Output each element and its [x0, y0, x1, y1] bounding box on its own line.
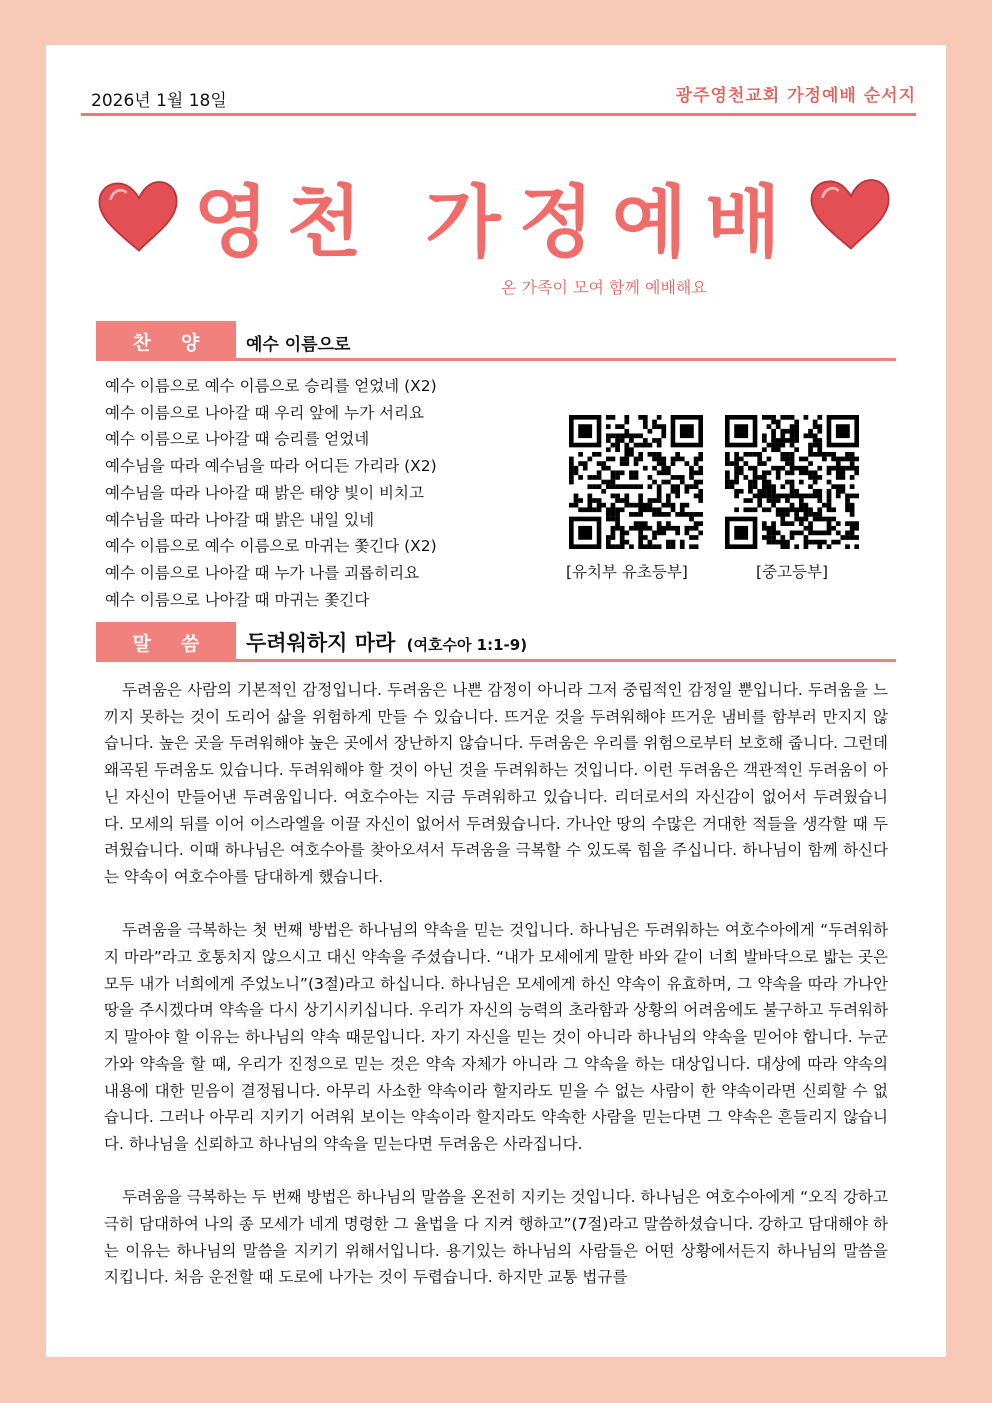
sermon-heading — [246, 627, 527, 657]
lyric-line: 예수 이름으로 나아갈 때 마귀는 쫓긴다 — [105, 590, 370, 609]
sermon-paragraph: 두려움을 극복하는 두 번째 방법은 하나님의 말씀을 온전히 지키는 것입니다. 하나님은 여호수아에게 “오직 강하고 극히 담대하여 나의 종 모세가 네게 명령한 그 율법을 다 지켜 행하고”(7절)라고 말씀하셨습니다. 강하고 담대해야 하는 이유는 하나님의 말씀을 지키기 위해서입니다. 용기있는 하나님의 사람들은 어떤 상황에서든지 하나님의 말씀을 지킵니다. 처음 운전할 때 도로에 나가는 것이 두렵습니다. 하지만 교통 법규를 — [104, 1188, 888, 1287]
lyrics — [105, 373, 437, 613]
section-divider — [96, 659, 896, 662]
lyric-line: 예수님을 따라 나아갈 때 밝은 내일 있네 — [105, 510, 375, 529]
scripture-reference: (여호수아 1:1-9) — [406, 636, 528, 654]
qr-code-youth[interactable] — [725, 415, 859, 549]
qr-label-kids: [유치부 유초등부] — [566, 563, 688, 581]
praise-tag: 찬양 — [96, 321, 236, 361]
worship-sheet — [46, 45, 946, 1357]
sermon-paragraph: 두려움을 극복하는 첫 번째 방법은 하나님의 약속을 믿는 것입니다. 하나님은 두려워하는 여호수아에게 “두려워하지 마라”라고 호통치지 않으시고 대신 약속을 주셨습니다. “내가 모세에게 말한 바와 같이 너희 발바닥으로 밟는 곳은 모두 내가 너희에게 주었노니”(3절)라고 하십니다. 하나님은 모세에게 하신 약속이 유효하며, 그 약속을 따라 가나안 땅을 주시겠다며 약속을 다시 상기시키십니다. 우리가 자신의 능력의 초라함과 상황의 어려움에도 불구하고 두려워하지 말아야 할 이유는 하나님의 약속 때문입니다. 자기 자신을 믿는 것이 아니라 하나님의 약속을 믿어야 합니다. 누군가와 약속을 할 때, 우리가 진정으로 믿는 것은 약속 자체가 아니라 그 약속을 하는 대상입니다. 대상에 따라 약속의 내용에 대한 믿음이 결정됩니다. 아무리 사소한 약속이라 할지라도 믿을 수 없는 사람이 한 약속이라면 신뢰할 수 없습니다. 그러나 아무리 지키기 어려워 보이는 약속이라 할지라도 약속한 사람을 믿는다면 그 약속은 흔들리지 않습니다. 하나님을 신뢰하고 하나님의 약속을 믿는다면 두려움은 사라집니다. — [104, 921, 888, 1153]
word-section-header — [96, 622, 896, 662]
header-divider — [81, 113, 916, 116]
lyric-line: 예수님을 따라 나아갈 때 밝은 태양 빛이 비치고 — [105, 483, 424, 502]
lyric-line: 예수 이름으로 예수 이름으로 마귀는 쫓긴다 (X2) — [105, 537, 437, 556]
qr-label-youth: [중고등부] — [756, 563, 828, 581]
lyric-line: 예수 이름으로 나아갈 때 누가 나를 괴롭히리요 — [105, 563, 420, 582]
date: 2026년 1월 18일 — [91, 91, 227, 111]
qr-code-kids[interactable] — [569, 415, 703, 549]
church-name: 광주영천교회 가정예배 순서지 — [675, 86, 916, 106]
lyric-line: 예수 이름으로 나아갈 때 승리를 얻었네 — [105, 430, 370, 449]
section-divider — [96, 358, 896, 361]
sermon-paragraph: 두려움은 사람의 기본적인 감정입니다. 두려움은 나쁜 감정이 아니라 그저 중립적인 감정일 뿐입니다. 두려움을 느끼지 못하는 것이 도리어 삶을 위험하게 만들 수 있습니다. 뜨거운 것을 두려워해야 뜨거운 냄비를 함부러 만지지 않습니다. 높은 곳을 두려워해야 높은 곳에서 장난하지 않습니다. 두려움은 우리를 위험으로부터 보호해 줍니다. 그런데 왜곡된 두려움도 있습니다. 두려워해야 할 것이 아닌 것을 두려워하는 것입니다. 이런 두려움은 객관적인 두려움이 아닌 자신이 만들어낸 두려움입니다. 여호수아는 지금 두려워하고 있습니다. 리더로서의 자신감이 없어서 두려웠습니다. 모세의 뒤를 이어 이스라엘을 이끌 자신이 없어서 두려웠습니다. 가나안 땅의 수많은 거대한 적들을 생각할 때 두려웠습니다. 이때 하나님은 여호수아를 찾아오셔서 두려움을 극복할 수 있도록 힘을 주십니다. 하나님이 함께 하신다는 약속이 여호수아를 담대하게 했습니다. — [104, 681, 888, 886]
sermon-title: 두려워하지 마라 — [246, 631, 396, 655]
sermon-body — [104, 677, 888, 1318]
praise-section-header — [96, 321, 896, 361]
lyric-line: 예수 이름으로 나아갈 때 우리 앞에 누가 서리요 — [105, 403, 424, 422]
page-title: 영천 가정예배 — [193, 178, 799, 268]
lyric-line: 예수님을 따라 예수님을 따라 어디든 가리라 (X2) — [105, 457, 437, 476]
word-tag: 말씀 — [96, 622, 236, 662]
song-title: 예수 이름으로 — [246, 335, 351, 355]
page-subtitle: 온 가족이 모여 함께 예배해요 — [501, 278, 707, 297]
lyric-line: 예수 이름으로 예수 이름으로 승리를 얻었네 (X2) — [105, 377, 437, 395]
